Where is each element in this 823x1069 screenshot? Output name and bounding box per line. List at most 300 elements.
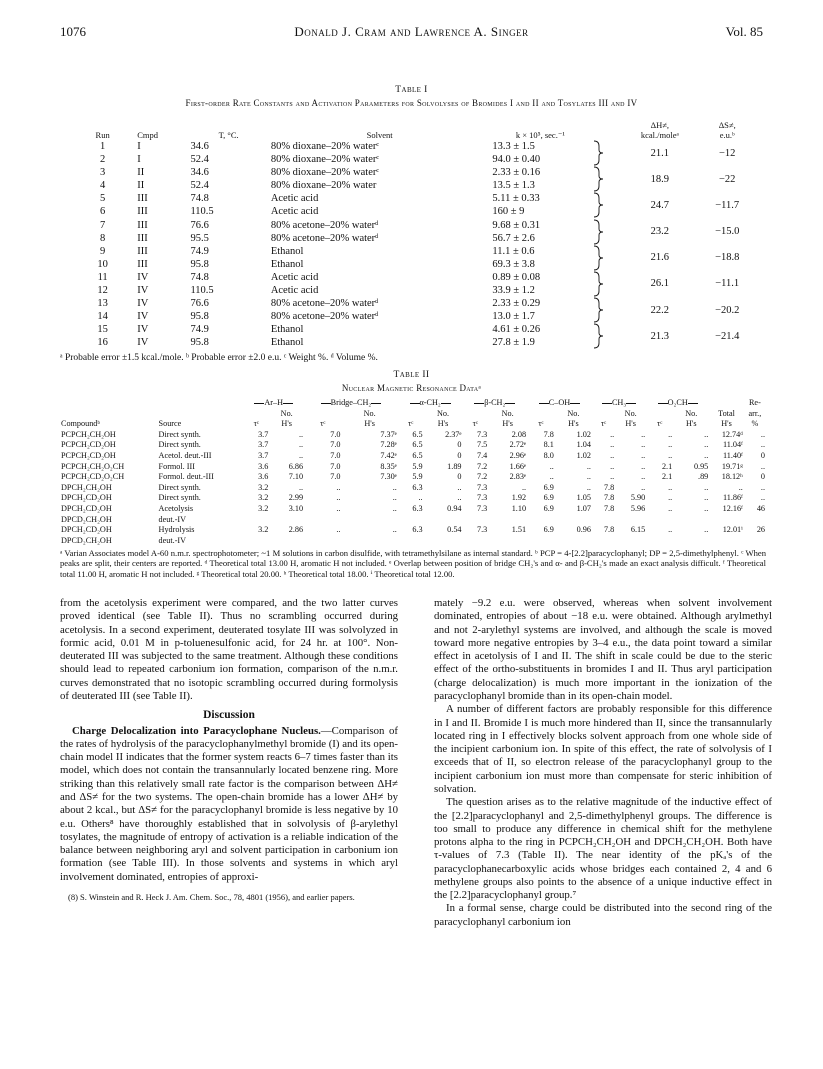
t1-cell-solvent: Ethanol <box>270 245 304 257</box>
t2-cell-value: .. <box>457 482 462 492</box>
t2-cell-value: .. <box>704 482 709 492</box>
t1-cell-run: 5 <box>100 193 106 205</box>
t2-cell-value: 7.10 <box>288 472 304 482</box>
t1-cell-ds: −15.0 <box>715 226 740 238</box>
table-row <box>82 140 762 153</box>
t1-cell-cmpd: III <box>137 232 148 244</box>
t1-cell-cmpd: III <box>137 193 148 205</box>
t2-source: Acetol. deut.-III <box>158 450 212 460</box>
t1-cell-solvent: 80% dioxane–20% waterᶜ <box>270 154 380 166</box>
t1-cell-cmpd: IV <box>137 298 149 310</box>
t2-cell-value: .. <box>610 440 615 450</box>
t2-cell-value: 3.2 <box>258 503 269 513</box>
t2-cell-value: 6.3 <box>412 503 423 513</box>
t2-cell-value: .. <box>668 493 673 503</box>
t2-cell-value: 6.5 <box>412 450 423 460</box>
t1-cell-k: 9.68 ± 0.31 <box>492 219 541 231</box>
t1-cell-run: 11 <box>97 271 108 283</box>
t2-cell-value: .. <box>586 472 591 482</box>
t1-cell-cmpd: I <box>137 154 141 166</box>
t2-cell-value: 0 <box>457 472 462 482</box>
t2-cell-value: 7.4 <box>476 450 488 460</box>
t1-h-cmpd: Cmpd <box>137 130 159 140</box>
t1-cell-k: 94.0 ± 0.40 <box>492 154 541 166</box>
t2-source: Acetolysis <box>158 503 194 513</box>
t2-h-tau: τᶜ <box>472 419 479 429</box>
t2-cell-source <box>158 525 244 546</box>
t1-cell-dh: 21.6 <box>650 252 670 264</box>
t2-h-tau: τᶜ <box>600 419 607 429</box>
t2-cell-value: .. <box>299 450 304 460</box>
paragraph-text: —Comparison of the rates of hydrolysis of the paracyclophanylmethyl bromide (I) and its open-chain model II indicates that the former system reacts 6–7 times faster than its model, which does not contain the transannularly located benzene ring. More striking than this relatively small rate factor is the comparison between ΔH≠ and ΔS≠ for the two systems. The open-chain bromide has a lower ΔH≠ by about 2 kcal., but ΔS≠ for the paracyclophanyl bromide is less negative by 10 e.u. Others⁸ have thoroughly established that in solvolysis of β-arylethyl tosylates, the magnitude of entropy of activation is a reliable indication of the balance between neighboring aryl and solvent participation in carbonium ion formation (see Table III). In those solvents and systems in which aryl involvement dominated, entropies of approxi- <box>60 724 398 883</box>
t2-cell-value: 7.0 <box>330 472 341 482</box>
footnote-8: (8) S. Winstein and R. Heck J. Am. Chem. Soc., 78, 4801 (1956), and earlier papers. <box>68 891 355 902</box>
t2-source: Direct synth. <box>158 440 201 450</box>
t2-cell-value: .. <box>704 525 709 535</box>
t1-cell-run: 14 <box>97 311 108 323</box>
table-row <box>60 504 766 525</box>
t2-cell-value: .. <box>610 450 615 460</box>
t2-h-no: No. <box>567 408 580 418</box>
t2-cell-value: 6.9 <box>543 482 554 492</box>
t1-cell-cmpd: III <box>137 206 148 218</box>
t1-cell-k: 2.33 ± 0.29 <box>492 298 541 310</box>
t2-cell-value: 3.6 <box>258 461 269 471</box>
t2-source-alt: deut.-IV <box>158 535 187 545</box>
t1-cell-dh: 26.1 <box>650 278 670 290</box>
t2-cell-compound <box>60 483 158 494</box>
t2-cell-value: 2.83ᵉ <box>509 472 527 482</box>
t1-cell-cmpd: IV <box>137 337 149 349</box>
t2-cell-value: .. <box>549 461 554 471</box>
t2-cell-value: .. <box>457 493 462 503</box>
t2-cell-value: 7.8 <box>603 525 615 535</box>
t2-cell-rearr: .. <box>760 461 765 471</box>
paragraph <box>60 725 398 884</box>
t2-cell-value: 7.3 <box>476 525 488 535</box>
table2-footnote: ᵃ Varian Associates model A-60 n.m.r. spectrophotometer; ~1 M solutions in carbon disulfide, with tetramethylsilane as internal standard. ᵇ PCP = 4-[2.2]paracyclophanyl; DP = 2,5-dimethylphenyl. ᶜ When peaks are split, their centers are reported. ᵈ Theoretical total 13.00 H, aromatic H not included. ᵉ Overlap between position of bridge CH₂'s and α- and β-CH₂'s made an exact analysis difficult. ᶠ Theoretical total 11.00 H, aromatic H not included. ᵍ Theoretical total 20.00. ʰ Theoretical total 18.00. ⁱ Theoretical total 12.00. <box>60 548 766 579</box>
t2-cell-compound <box>60 462 158 473</box>
t2-cell-value: 7.0 <box>330 461 341 471</box>
t2-cell-value: 7.0 <box>330 440 341 450</box>
brace-icon <box>590 271 627 297</box>
t2-cell-value: 1.02 <box>576 450 591 460</box>
t2-cell-value: .. <box>336 493 341 503</box>
t2-cell-total: 19.71ᵍ <box>721 461 743 471</box>
t1-cell-run: 4 <box>100 180 106 192</box>
t2-group-header <box>527 398 592 409</box>
t2-cell-value: 0 <box>457 440 462 450</box>
t2-cell-value: .. <box>586 461 591 471</box>
t2-cell-total: 11.40ᶠ <box>722 450 743 460</box>
t1-cell-cmpd: IV <box>137 285 149 297</box>
t1-cell-dh: 18.9 <box>650 173 670 185</box>
t2-cell-value: .. <box>641 440 646 450</box>
t2-cell-value: .. <box>641 472 646 482</box>
t1-cell-k: 69.3 ± 3.8 <box>492 258 535 270</box>
t2-cell-value: .. <box>299 482 304 492</box>
table-row <box>60 525 766 546</box>
volume: Vol. 85 <box>725 24 763 39</box>
t2-cell-value: 0.96 <box>576 525 591 535</box>
t1-h-run: Run <box>95 130 110 140</box>
t1-cell-cmpd: IV <box>137 271 149 283</box>
t2-cell-value: .. <box>392 525 397 535</box>
t2-cell-value: .. <box>704 429 709 439</box>
t1-cell-cmpd: I <box>137 141 141 152</box>
t2-group-label: Ar–H <box>264 398 283 407</box>
t1-cell-solvent: 80% dioxane–20% waterᶜ <box>270 167 380 179</box>
t2-h-no: No. <box>624 408 637 418</box>
table-row <box>82 219 762 232</box>
t1-dh-sym: ΔH≠, <box>650 120 670 130</box>
t1-cell-solvent: 80% dioxane–20% water <box>270 180 377 192</box>
t2-cell-source <box>158 462 244 473</box>
t2-group-label: β-CH₂ <box>484 398 506 407</box>
t1-cell-k: 13.3 ± 1.5 <box>492 141 535 152</box>
t1-cell-k: 11.1 ± 0.6 <box>492 245 535 257</box>
page-number: 1076 <box>60 24 86 39</box>
t2-cell-value: 8.0 <box>543 450 554 460</box>
t2-compound: PCPCH₂CH₂O₂CH <box>61 461 125 471</box>
table-row <box>82 297 762 310</box>
t2-cell-value: 0.94 <box>447 503 462 513</box>
paragraph: mately −9.2 e.u. were observed, whereas when solvent involvement dominated, entropies of about −18 e.u. were obtained. Although arylmethyl and not 2-arylethyl systems are involved, and although the scale is moved toward more negative entropies by 3–4 e.u., the data point toward a similar effect in acetolysis of I and II. The shift in scale could be due to the steric effect of the ortho-substituents in bromides I and II. Thus aryl participation (charge delocalization) is much more important in the ionization of the paracyclophanyl bromide than in its open-chain model. <box>434 597 772 702</box>
t2-h-rearr2: arr., <box>748 408 762 418</box>
t2-compound: PCPCH₂CD₂O₂CH <box>61 472 125 482</box>
table-row <box>82 192 762 205</box>
t1-cell-solvent: 80% acetone–20% waterᵈ <box>270 219 379 231</box>
t2-source: Direct synth. <box>158 482 201 492</box>
t2-blank <box>158 398 244 409</box>
t2-cell-value: 2.08 <box>511 429 527 439</box>
t1-cell-cmpd: II <box>137 167 145 179</box>
t2-cell-value: 7.30ᵉ <box>380 472 397 482</box>
t1-h-k: k × 10⁵, sec.⁻¹ <box>515 130 565 140</box>
brace-icon <box>590 192 627 218</box>
t2-cell-value: 6.9 <box>543 525 554 535</box>
t2-cell-value: 6.5 <box>412 440 423 450</box>
t1-cell-temp: 95.8 <box>190 258 209 270</box>
t2-source: Direct synth. <box>158 429 201 439</box>
t2-cell-value: 7.8 <box>603 493 615 503</box>
t2-cell-value: 2.37ᵉ <box>445 429 462 439</box>
t2-cell-value: 2.72ᵉ <box>509 440 527 450</box>
t1-cell-k: 160 ± 9 <box>492 206 525 218</box>
t1-cell-run: 12 <box>97 285 108 297</box>
table-row <box>60 440 766 451</box>
t1-cell-run: 10 <box>97 258 108 270</box>
t1-cell-temp: 95.8 <box>190 311 209 323</box>
t1-cell-run: 2 <box>100 154 106 166</box>
t2-cell-value: .. <box>641 461 646 471</box>
t2-compound: PCPCH₂CD₂OH <box>61 450 116 460</box>
t2-cell-value: .. <box>610 472 615 482</box>
t2-group-header <box>398 398 463 409</box>
t2-cell-compound <box>60 440 158 451</box>
t2-blank <box>158 409 244 420</box>
t2-cell-value: .. <box>668 440 673 450</box>
t2-h-total: Total <box>718 408 735 418</box>
t1-cell-temp: 110.5 <box>190 206 214 218</box>
t1-cell-dh: 23.2 <box>650 226 670 238</box>
t1-cell-solvent: Acetic acid <box>270 271 319 283</box>
t2-cell-value: 0 <box>457 450 462 460</box>
t2-cell-value: .. <box>668 525 673 535</box>
table-row <box>82 323 762 336</box>
t2-h-no: No. <box>363 408 376 418</box>
t2-cell-value: 5.96 <box>630 503 646 513</box>
t2-compound: DPCH₂CD₂OH <box>61 525 112 535</box>
t2-blank <box>592 409 615 420</box>
t1-cell-temp: 74.9 <box>190 324 209 336</box>
t2-group-label: Bridge–CH₂ <box>330 398 372 407</box>
t2-group-header <box>304 398 398 409</box>
t2-cell-value: 6.9 <box>543 503 554 513</box>
t2-cell-value: 7.2 <box>476 472 488 482</box>
t2-blank <box>709 398 744 409</box>
t1-cell-temp: 74.9 <box>190 245 209 257</box>
t1-cell-solvent: 80% dioxane–20% waterᶜ <box>270 141 380 152</box>
t2-h-tau: τᶜ <box>320 419 326 429</box>
t2-cell-compound <box>60 430 158 441</box>
table-row <box>82 271 762 284</box>
t2-cell-source <box>158 483 244 494</box>
t2-compound: PCPCH₂CD₂OH <box>61 440 116 450</box>
t1-h-dh: kcal./moleᵃ <box>640 130 679 140</box>
t2-cell-source <box>158 472 244 483</box>
t2-h-tau: τᶜ <box>253 419 259 429</box>
t2-cell-total: 11.04ᶠ <box>722 440 743 450</box>
t2-cell-value: 7.37ᵉ <box>380 429 397 439</box>
t2-group-label: C–OH <box>548 398 571 407</box>
t2-cell-rearr: .. <box>760 440 765 450</box>
t2-h-source: Source <box>158 419 182 429</box>
t2-cell-value: 2.1 <box>661 461 673 471</box>
t2-cell-value: .. <box>704 493 709 503</box>
t1-cell-k: 4.61 ± 0.26 <box>492 324 541 336</box>
t1-cell-k: 2.33 ± 0.16 <box>492 167 541 179</box>
t2-cell-value: .. <box>299 429 304 439</box>
t2-group-header <box>243 398 304 409</box>
t2-cell-compound <box>60 504 158 525</box>
paragraph: from the acetolysis experiment were compared, and the two latter curves proved identical (see Table II). Thus no scrambling occurred during acetolysis. In a second experiment, deuterated tosylate III was solvolyzed in formic acid, 0.01 M in p-toluenesulfonic acid, for 24 hr. at 100°. Non-deuterated III was subjected to the same treatment. Although these conditions should lead to repeated carbonium ion formation, comparison of the n.m.r. curves demonstrated that no isotopic scrambling occurred during formolysis of deuterated III (see Table II). <box>60 597 398 702</box>
t2-cell-value: 1.04 <box>576 440 591 450</box>
t2-compound-alt: DPCD₂CH₂OH <box>61 514 112 524</box>
t2-group-label: CH₃ <box>611 398 627 407</box>
t1-cell-ds: −11.1 <box>715 278 740 290</box>
table-row <box>60 493 766 504</box>
t1-cell-cmpd: IV <box>137 311 149 323</box>
t2-cell-value: 1.10 <box>511 503 527 513</box>
t2-h-no: No. <box>437 408 450 418</box>
t1-cell-ds: −11.7 <box>715 199 740 211</box>
t2-cell-value: 3.10 <box>288 503 304 513</box>
t2-cell-value: 0.95 <box>693 461 709 471</box>
t2-cell-value: 5.9 <box>412 472 423 482</box>
t2-cell-value: 2.1 <box>661 472 673 482</box>
t1-cell-run: 6 <box>100 206 106 218</box>
t1-cell-run: 9 <box>100 245 106 257</box>
t1-cell-dh: 22.2 <box>650 304 670 316</box>
t1-cell-dh: 21.3 <box>650 330 670 342</box>
t2-cell-value: .. <box>704 503 709 513</box>
t1-cell-cmpd: III <box>137 258 148 270</box>
t2-h-compound: Compoundᵇ <box>61 419 100 429</box>
t2-cell-source <box>158 504 244 525</box>
t2-h-tau: τᶜ <box>407 419 414 429</box>
table2 <box>60 398 766 546</box>
t2-cell-value: 8.1 <box>543 440 554 450</box>
t2-h-hs: H's <box>625 419 636 429</box>
t2-cell-value: .. <box>521 482 527 492</box>
t2-cell-value: 6.3 <box>412 482 423 492</box>
t2-source: Hydrolysis <box>158 525 195 535</box>
t2-cell-compound <box>60 493 158 504</box>
table-row <box>60 451 766 462</box>
t1-cell-solvent: 80% acetone–20% waterᵈ <box>270 311 379 323</box>
table-row <box>60 430 766 441</box>
t1-cell-run: 13 <box>97 298 108 310</box>
t2-group-header <box>646 398 709 409</box>
t1-cell-run: 16 <box>97 337 108 349</box>
t2-blank <box>60 409 158 420</box>
t2-cell-value: 7.3 <box>476 482 488 492</box>
t2-cell-rearr: .. <box>760 493 765 503</box>
t2-cell-value: 1.07 <box>576 503 591 513</box>
section-heading: Discussion <box>203 709 255 722</box>
right-column <box>434 597 772 929</box>
t1-cell-k: 33.9 ± 1.2 <box>492 285 535 297</box>
table-row <box>60 472 766 483</box>
t1-cell-solvent: 80% acetone–20% waterᵈ <box>270 232 379 244</box>
t2-source: Formol. deut.-III <box>158 472 214 482</box>
t1-ds-sym: ΔS≠, <box>718 120 736 130</box>
t2-compound-alt: DPCD₂CH₂OH <box>61 535 112 545</box>
t1-cell-k: 13.5 ± 1.3 <box>492 180 535 192</box>
t2-cell-value: 6.3 <box>412 525 423 535</box>
t2-cell-value: 6.86 <box>288 461 304 471</box>
t1-cell-k: 27.8 ± 1.9 <box>492 337 535 349</box>
t2-cell-value: 1.92 <box>511 493 527 503</box>
table1-footnote: ᵃ Probable error ±1.5 kcal./mole. ᵇ Probable error ±2.0 e.u. ᶜ Weight %. ᵈ Volume %. <box>60 353 378 363</box>
t1-cell-cmpd: III <box>137 219 148 231</box>
t1-cell-solvent: Ethanol <box>270 258 304 270</box>
t2-cell-total: 18.12ʰ <box>721 472 743 482</box>
t2-cell-value: .. <box>586 482 591 492</box>
t2-cell-value: 7.5 <box>476 440 488 450</box>
t2-blank <box>646 409 673 420</box>
t2-cell-total: 11.86ᶠ <box>722 493 743 503</box>
t2-cell-value: .. <box>668 450 673 460</box>
t2-cell-value: 1.66ᵉ <box>509 461 527 471</box>
t2-h-no: No. <box>501 408 514 418</box>
t2-cell-value: .. <box>392 503 397 513</box>
t2-cell-value: 8.35ᵉ <box>380 461 397 471</box>
t1-cell-solvent: 80% acetone–20% waterᵈ <box>270 298 379 310</box>
t1-cell-solvent: Acetic acid <box>270 193 319 205</box>
t2-cell-rearr: 0 <box>760 472 765 482</box>
t2-h-rearr: Re- <box>748 398 761 407</box>
t2-source: Formol. III <box>158 461 195 471</box>
t1-cell-ds: −18.8 <box>715 252 740 264</box>
t1-cell-run: 3 <box>100 167 106 179</box>
t1-cell-dh: 21.1 <box>650 147 670 159</box>
brace-icon <box>590 219 627 245</box>
t2-blank <box>398 409 424 420</box>
t2-cell-value: 1.51 <box>511 525 527 535</box>
t2-compound: PCPCH₂CH₂OH <box>61 429 116 439</box>
t1-cell-run: 1 <box>100 141 106 152</box>
t2-cell-value: .. <box>392 493 397 503</box>
t2-compound: DPCH₂CH₂OH <box>61 482 112 492</box>
t2-h-rearr3: % <box>751 419 759 429</box>
t2-cell-value: 7.3 <box>476 503 488 513</box>
t1-cell-ds: −12 <box>719 147 736 159</box>
t2-cell-value: .. <box>610 429 615 439</box>
t1-cell-run: 8 <box>100 232 106 244</box>
t2-h-hs: H's <box>568 419 579 429</box>
t2-h-hs: H's <box>685 419 697 429</box>
t2-cell-rearr: 0 <box>760 450 765 460</box>
t1-cell-temp: 76.6 <box>190 298 209 310</box>
t2-blank <box>463 409 489 420</box>
t2-cell-value: 3.7 <box>258 429 269 439</box>
t2-h-hs: H's <box>364 419 375 429</box>
authors: Donald J. Cram and Lawrence A. Singer <box>294 24 529 39</box>
t2-h-tau: τᶜ <box>656 419 663 429</box>
t2-cell-value: .. <box>418 493 423 503</box>
running-header <box>60 24 763 42</box>
table-row <box>60 462 766 473</box>
t1-cell-dh: 24.7 <box>650 199 670 211</box>
brace-icon <box>590 323 627 349</box>
t2-h-hs: H's <box>281 419 292 429</box>
t1-cell-solvent: Acetic acid <box>270 285 319 297</box>
t2-cell-value: .. <box>641 482 646 492</box>
table2-title: Nuclear Magnetic Resonance Dataᵃ <box>341 383 482 393</box>
t2-cell-value: 2.99 <box>288 493 304 503</box>
t2-group-label: O₂CH <box>667 398 688 407</box>
t2-cell-value: .. <box>392 482 397 492</box>
t2-group-label: α-CH₂ <box>419 398 441 407</box>
t1-cell-temp: 110.5 <box>190 285 214 297</box>
t2-cell-value: 7.8 <box>603 503 615 513</box>
t1-cell-ds: −20.2 <box>715 304 740 316</box>
t1-cell-k: 5.11 ± 0.33 <box>492 193 540 205</box>
t2-cell-compound <box>60 472 158 483</box>
brace-icon <box>590 245 627 271</box>
t2-cell-value: .. <box>668 503 673 513</box>
t2-cell-value: 7.0 <box>330 450 341 460</box>
t1-cell-temp: 74.8 <box>190 271 209 283</box>
t2-group-header <box>592 398 646 409</box>
t1-cell-cmpd: II <box>137 180 145 192</box>
t2-cell-value: 6.9 <box>543 493 554 503</box>
t2-cell-value: 5.90 <box>630 493 646 503</box>
t2-cell-value: .. <box>336 525 341 535</box>
table1-label: Table I <box>395 85 428 95</box>
t2-cell-value: .. <box>610 461 615 471</box>
t2-cell-value: 7.3 <box>476 493 488 503</box>
t1-cell-temp: 74.8 <box>190 193 209 205</box>
t1-h-solvent: Solvent <box>366 130 393 140</box>
t2-source: Direct synth. <box>158 493 201 503</box>
t2-cell-value: .. <box>704 440 709 450</box>
t1-cell-ds: −22 <box>719 173 736 185</box>
t2-cell-value: .. <box>704 450 709 460</box>
t2-compound: DPCH₂CD₂OH <box>61 493 112 503</box>
